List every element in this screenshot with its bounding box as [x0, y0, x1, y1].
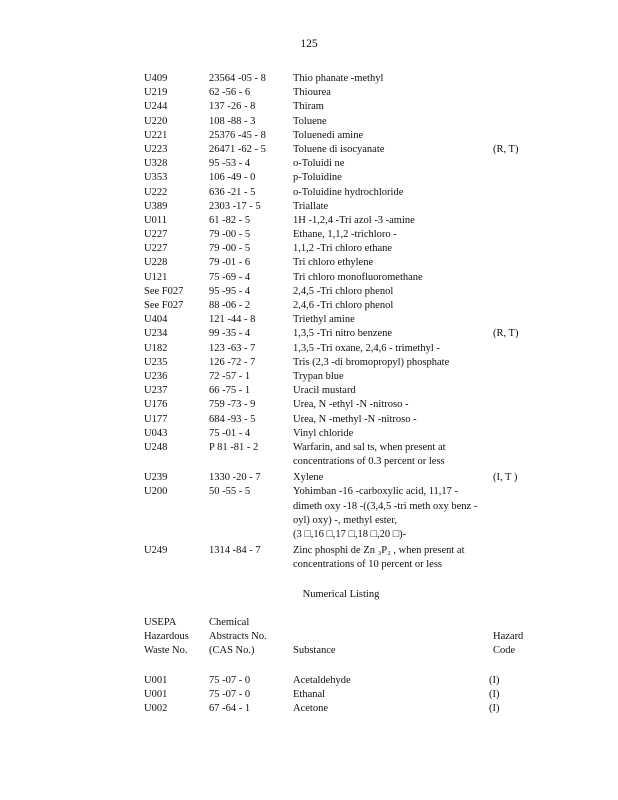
substance-line: Tri chloro ethylene	[293, 257, 374, 269]
table-row	[0, 271, 618, 285]
waste-code: U239	[144, 472, 168, 484]
table-row	[0, 143, 618, 157]
table-row	[0, 356, 618, 370]
table-row	[0, 86, 618, 100]
substance-line: Xylene	[293, 472, 324, 484]
substance-line: 1,3,5 -Tri oxane, 2,4,6 - trimethyl -	[293, 342, 440, 354]
cas-number: 50 -55 - 5	[209, 486, 251, 498]
table-row	[0, 299, 618, 313]
hazard-code: (R, T)	[493, 328, 519, 340]
substance-name	[293, 242, 392, 256]
header-col2: Abstracts No.	[209, 631, 267, 643]
table-row	[0, 674, 618, 688]
header-row	[0, 644, 618, 658]
cas-number: 75 -01 - 4	[209, 427, 251, 439]
table-row	[0, 427, 618, 441]
cas-number: 759 -73 - 9	[209, 399, 256, 411]
waste-code: U002	[144, 703, 168, 715]
substance-line: Toluene	[293, 115, 327, 127]
substance-line: Vinyl chloride	[293, 427, 354, 439]
waste-code: U237	[144, 385, 168, 397]
cas-number: 75 -07 - 0	[209, 675, 251, 686]
substance-name	[293, 214, 415, 228]
substance-name	[293, 271, 423, 285]
waste-code: U227	[144, 229, 168, 241]
waste-code: U043	[144, 427, 168, 439]
substance-name	[293, 256, 373, 270]
substance-line: 2,4,6 -Tri chloro phenol	[293, 300, 394, 311]
table-row	[0, 200, 618, 214]
cas-number: 95 -53 - 4	[209, 158, 251, 170]
substance-line: concentrations of 10 percent or less	[293, 559, 442, 571]
substance-name	[293, 370, 344, 384]
header-col1: Waste No.	[144, 645, 188, 657]
cas-number: 126 -72 - 7	[209, 356, 256, 368]
header-col3: Substance	[293, 645, 336, 657]
substance-name	[293, 129, 363, 143]
cas-number: 66 -75 - 1	[209, 385, 251, 397]
substance-name	[293, 441, 446, 469]
cas-number: 62 -56 - 6	[209, 87, 251, 99]
substance-line: Tris (2,3 -di bromopropyl) phosphate	[293, 356, 450, 368]
substance-line: oyl) oxy) -, methyl ester,	[293, 514, 397, 526]
header-col2: (CAS No.)	[209, 645, 255, 657]
substance-name	[293, 384, 356, 398]
substance-line: 2,4,5 -Tri chloro phenol	[293, 285, 394, 297]
substance-name	[293, 171, 342, 185]
waste-code: U222	[144, 186, 168, 198]
substance-line: (3 □,16 □,17 □,18 □,20 □)-	[293, 529, 407, 541]
waste-code: U011	[144, 214, 167, 226]
table-row	[0, 186, 618, 200]
page-number: 125	[300, 38, 318, 50]
table-row	[0, 398, 618, 412]
waste-code: U244	[144, 101, 168, 113]
section-title: Numerical Listing	[302, 589, 380, 600]
waste-code: U001	[144, 675, 168, 686]
waste-code: U200	[144, 486, 168, 498]
cas-number: 23564 -05 - 8	[209, 73, 266, 84]
substance-line: 1,3,5 -Tri nitro benzene	[293, 328, 393, 340]
cas-number: 25376 -45 - 8	[209, 129, 266, 141]
cas-number: 123 -63 - 7	[209, 342, 256, 354]
hazard-code: (I)	[489, 703, 500, 715]
substance-name	[293, 327, 392, 341]
table-row	[0, 256, 618, 270]
waste-code: See F027	[144, 285, 184, 297]
cas-number: 684 -93 - 5	[209, 413, 256, 425]
substance-name	[293, 398, 408, 412]
waste-code: U328	[144, 158, 168, 170]
table-row	[0, 100, 618, 114]
table-row	[0, 228, 618, 242]
table-row	[0, 327, 618, 341]
substance-line: Thio phanate -methyl	[293, 73, 384, 84]
header-col1: USEPA	[144, 617, 177, 628]
substance-line: Toluenedi amine	[293, 129, 364, 141]
substance-line: 1H -1,2,4 -Tri azol -3 -amine	[293, 214, 415, 226]
substance-line: o-Toluidine hydrochloride	[293, 186, 404, 198]
table-row	[0, 485, 618, 544]
table-row	[0, 242, 618, 256]
cas-number: 67 -64 - 1	[209, 703, 251, 715]
table-row	[0, 72, 618, 86]
waste-code: U236	[144, 370, 168, 382]
substance-name	[293, 186, 403, 200]
header-row	[0, 630, 618, 644]
table-row	[0, 157, 618, 171]
waste-code: U404	[144, 314, 168, 326]
cas-number: 108 -88 - 3	[209, 115, 256, 127]
table-header	[0, 616, 618, 659]
table-row	[0, 171, 618, 185]
waste-code: U249	[144, 545, 168, 557]
substance-line: Zinc phosphi de Zn ₃P₂ , when present at	[293, 545, 465, 557]
cas-number: 99 -35 - 4	[209, 328, 251, 340]
substance-line: Toluene di isocyanate	[293, 143, 385, 155]
substance-name	[293, 200, 328, 214]
substance-line: concentrations of 0.3 percent or less	[293, 456, 445, 468]
cas-number: 79 -01 - 6	[209, 257, 251, 269]
substance-line: Tri chloro monofluoromethane	[293, 271, 423, 283]
waste-code: U176	[144, 399, 168, 411]
table-row	[0, 384, 618, 398]
waste-code: See F027	[144, 300, 184, 311]
waste-code: U228	[144, 257, 168, 269]
substance-line: dimeth oxy -18 -((3,4,5 -tri meth oxy benz -	[293, 500, 478, 512]
table-row	[0, 129, 618, 143]
substance-line: Triallate	[293, 200, 329, 212]
hazard-code: (I)	[489, 689, 500, 701]
substance-line: Thiram	[293, 101, 324, 113]
cas-number: 75 -07 - 0	[209, 689, 251, 701]
waste-code: U223	[144, 143, 168, 155]
cas-number: 88 -06 - 2	[209, 300, 251, 311]
cas-number: 137 -26 - 8	[209, 101, 256, 113]
substance-name	[293, 544, 465, 572]
cas-number: 79 -00 - 5	[209, 229, 251, 241]
substance-name	[293, 285, 393, 299]
header-col2: Chemical	[209, 617, 250, 628]
substance-line: Urea, N -methyl -N -nitroso -	[293, 413, 417, 425]
cas-number: 75 -69 - 4	[209, 271, 251, 283]
substance-name	[293, 427, 353, 441]
table-row	[0, 688, 618, 702]
waste-code: U121	[144, 271, 168, 283]
substance-name	[293, 485, 477, 542]
hazard-code: (I, T )	[493, 472, 518, 484]
waste-code: U177	[144, 413, 168, 425]
hazard-code: (I)	[489, 675, 500, 686]
substance-name	[293, 356, 449, 370]
substance-name	[293, 72, 383, 86]
substance-line: Urea, N -ethyl -N -nitroso -	[293, 399, 409, 411]
table-row	[0, 285, 618, 299]
header-col1: Hazardous	[144, 631, 189, 643]
substance-line: Trypan blue	[293, 370, 344, 382]
substance-name	[293, 157, 344, 171]
cas-number: 79 -00 - 5	[209, 243, 251, 255]
waste-code: U389	[144, 200, 168, 212]
substance-name	[293, 100, 324, 114]
cas-number: 106 -49 - 0	[209, 172, 256, 184]
waste-code: U220	[144, 115, 168, 127]
substance-name: Acetaldehyde	[293, 675, 351, 686]
cas-number: 2303 -17 - 5	[209, 200, 261, 212]
waste-code: U235	[144, 356, 168, 368]
hazardous-waste-table	[0, 72, 618, 575]
table-row	[0, 370, 618, 384]
substance-name	[293, 313, 355, 327]
substance-line: Ethane, 1,1,2 -trichloro -	[293, 229, 397, 241]
table-row	[0, 342, 618, 356]
table-row	[0, 313, 618, 327]
substance-line: p-Toluidine	[293, 172, 342, 184]
substance-name: Acetone	[293, 703, 328, 715]
waste-code: U353	[144, 172, 168, 184]
waste-code: U248	[144, 441, 168, 453]
cas-number: 61 -82 - 5	[209, 214, 251, 226]
substance-name	[293, 86, 331, 100]
cas-number: P 81 -81 - 2	[209, 441, 259, 453]
cas-number: 1330 -20 - 7	[209, 472, 261, 484]
substance-line: o-Toluidi ne	[293, 158, 345, 170]
table-row	[0, 115, 618, 129]
table-row	[0, 471, 618, 485]
waste-code: U182	[144, 342, 168, 354]
substance-name: Ethanal	[293, 689, 326, 701]
header-col4: Hazard	[493, 631, 524, 643]
substance-name	[293, 342, 440, 356]
waste-code: U221	[144, 129, 168, 141]
substance-name	[293, 228, 397, 242]
substance-line: Uracil mustard	[293, 385, 356, 397]
waste-code: U409	[144, 73, 168, 84]
table-row	[0, 441, 618, 471]
waste-code: U227	[144, 243, 168, 255]
cas-number: 636 -21 - 5	[209, 186, 256, 198]
hazard-code: (R, T)	[493, 143, 519, 155]
waste-code: U234	[144, 328, 168, 340]
waste-code: U219	[144, 87, 168, 99]
header-col4: Code	[493, 645, 516, 657]
substance-name	[293, 471, 323, 485]
cas-number: 121 -44 - 8	[209, 314, 256, 326]
substance-name	[293, 299, 393, 313]
cas-number: 72 -57 - 1	[209, 370, 251, 382]
substance-line: Thiourea	[293, 87, 331, 99]
substance-line: Triethyl amine	[293, 314, 355, 326]
table-row	[0, 214, 618, 228]
substance-line: Warfarin, and sal ts, when present at	[293, 441, 446, 453]
cas-number: 1314 -84 - 7	[209, 545, 261, 557]
table-row	[0, 702, 618, 716]
substance-name	[293, 143, 384, 157]
cas-number: 26471 -62 - 5	[209, 143, 266, 155]
cas-number: 95 -95 - 4	[209, 285, 251, 297]
substance-line: 1,1,2 -Tri chloro ethane	[293, 243, 393, 255]
header-row	[0, 616, 618, 630]
table-row	[0, 544, 618, 574]
waste-code: U001	[144, 689, 168, 701]
substance-name	[293, 115, 327, 129]
table-row	[0, 413, 618, 427]
substance-name	[293, 413, 417, 427]
numerical-listing-table	[0, 674, 618, 717]
substance-line: Yohimban -16 -carboxylic acid, 11,17 -	[293, 486, 459, 498]
